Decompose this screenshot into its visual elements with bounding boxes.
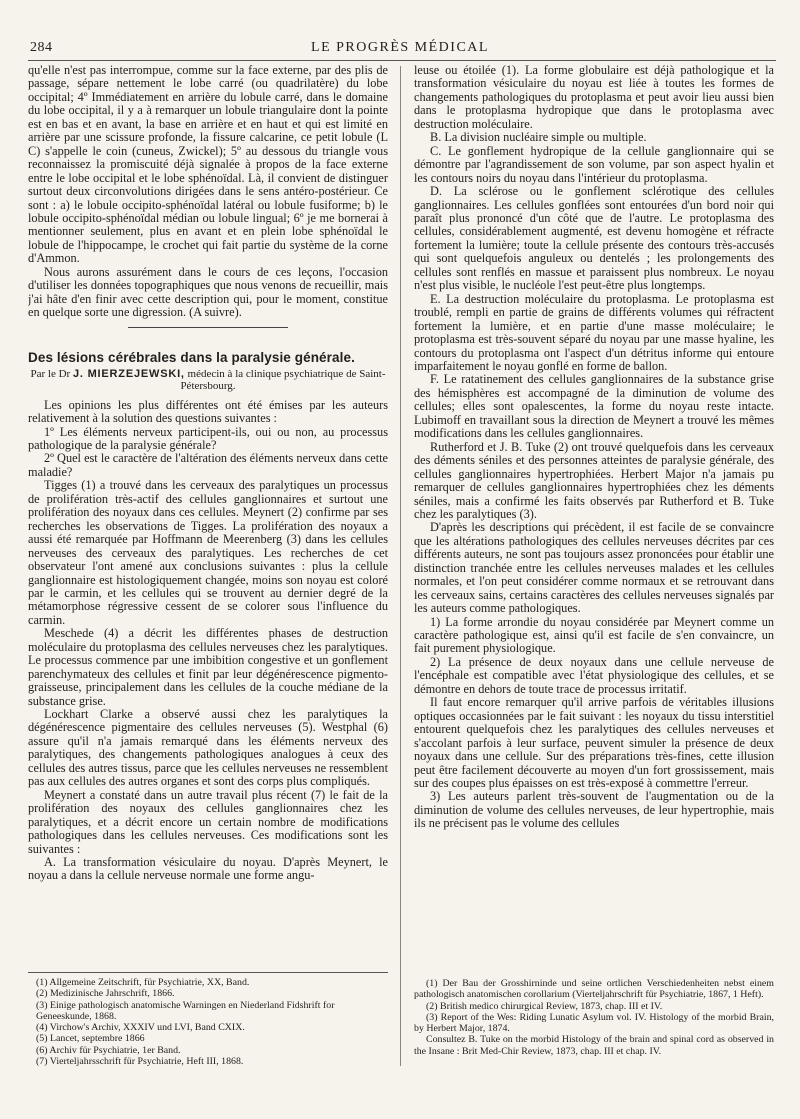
paragraph: C. Le gonflement hydropique de la cellule ganglionnaire qui se démontre par l'agrandissement de son volume, par son aspect hyalin et les contours noirs du noyau dans l'intérieur du protoplasma. xyxy=(414,143,774,185)
paragraph: D'après les descriptions qui précèdent, il est facile de se convaincre que les altérations pathologiques des cellules nerveuses décrites par ces différents auteurs, ne sont pas toujours assez prononcées pour établir une distinction tranchée entre les cellules nerveuses malades et les cellules normales, et l'on peut considérer comme normaux et se retrouvant dans les cerveaux sains, certains caractères des cellules nerveuses signalés par les auteurs comme pathologiques. xyxy=(414,520,774,616)
left-column xyxy=(28,64,388,964)
journal-title: LE PROGRÈS MÉDICAL xyxy=(311,40,489,55)
section-end-rule xyxy=(128,327,288,328)
paragraph: Tigges (1) a trouvé dans les cerveaux des paralytiques un processus de prolifération très-actif des cellules ganglionnaires et surtout une prolifération des noyaux dans ces cellules. Meynert (2) confirme par ses recherches les observations de Tigges. La prolifération des noyaux a aussi été remarquée par Hoffmann de Meerenberg (3) dans les cellules nerveuses des cerveaux des paralytiques. Les recherches de cet observateur l'ont amené aux conclusions suivantes : plus la cellule ganglionnaire est histologiquement changée, moins son noyau est coloré par le carmin, et les cellules qui se trouvent au dernier degré de la métamorphose régressive cessent de se colorer sous l'influence du carmin. xyxy=(28,478,388,627)
article-byline xyxy=(28,368,388,393)
paragraph: qu'elle n'est pas interrompue, comme sur la face externe, par des plis de passage, sépare nettement le lobe carré (ou quadrilatère) du lobe occipital; 4º Immédiatement en arrière du lobule carré, dans le domaine du lobe occipital, il y a à remarquer un lobule triangulaire dont la pointe est en bas et en avant, la base en arrière et en haut et qui est limité en arrière par une scissure profonde, la fissure calcarine, ce petit lobule (L C) s'appelle le coin (cuneus, Zwickel); 5º au dessous du triangle vous reconnaissez la promiscuité déjà signalée à propos de la face externe entre le lobe occipital et le lobe sphénoïdal. Là, il convient de distinguer surtout deux circonvolutions dirigées dans le sens antéro-postérieur. Ce sont : a) le lobule occipito-sphénoïdal latéral ou lobule fusiforme; b) le lobule occipito-sphénoïdal médian ou lobule lingual; 6º je me bornerai à mentionner seulement, plus en avant et en plein lobe sphénoïdal le lobule de l'hippocampe, le crochet qui fait partie du système de la corne d'Ammon. xyxy=(28,64,388,266)
footnotes-left xyxy=(28,972,388,1067)
footnote: (3) Einige pathologisch anatomische Warningen en Niederland Fidshrift for Geneeskunde, 1868. xyxy=(36,999,335,1022)
article-title: Des lésions cérébrales dans la paralysie générale. xyxy=(28,349,355,365)
footnote: Consultez B. Tuke on the morbid Histology of the brain and spinal cord as observed in the Insane : Brit Med-Chir Review, 1873, chap. III et chap. IV. xyxy=(414,1034,774,1057)
footnote: (5) Lancet, septembre 1866 xyxy=(36,1033,145,1045)
paragraph: 1º Les éléments nerveux participent-ils, oui ou non, au processus pathologique de la paralysie générale? xyxy=(28,424,388,452)
page-number: 284 xyxy=(30,40,53,55)
footnote: (1) Allgemeine Zeitschrift, für Psychiatrie, XX, Band. xyxy=(36,977,250,988)
paragraph: Les opinions les plus différentes ont été émises par les auteurs relativement à la solution des questions suivantes : xyxy=(28,397,388,426)
footnote: (2) Medizinische Jahrschrift, 1866. xyxy=(36,988,175,1000)
paragraph: Meschede (4) a décrit les différentes phases de destruction moléculaire du protoplasma des cellules nerveuses chez les paralytiques. Le processus commence par une imbibition congestive et un gonflement parenchymateux des cellules et finit par leur dégénérescence pigmento-graisseuse, principalement dans les cellules de la couche médiane de la substance grise. xyxy=(28,626,388,708)
byline-prefix: Par le Dr xyxy=(30,367,71,380)
paragraph: F. Le ratatinement des cellules ganglionnaires de la substance grise des hémisphères est accompagné de la diminution de volume des cellules; elles sont opalescentes, la forme du noyau reste intacte. Lubimoff en travaillant sous la direction de Meynert a trouvé les mêmes modifications dans les cellules ganglionnaires. xyxy=(414,372,774,441)
footnotes-right xyxy=(414,978,774,1057)
footnote: (3) Report of the Wes: Riding Lunatic Asylum vol. IV. Histology of the morbid Brain, by Herbert Major, 1874. xyxy=(414,1011,774,1035)
paragraph: 3) Les auteurs parlent très-souvent de l'augmentation ou de la diminution de volume des cellules nerveuses, de leur hypertrophie, mais ils ne précisent pas le volume des cellules xyxy=(414,789,774,831)
paragraph: Nous aurons assurément dans le cours de ces leçons, l'occasion d'utiliser les données topographiques que nous venons de recueillir, mais j'ai hâte d'en finir avec cette description qui, pour le moment, constitue en quelque sorte une digression. (A suivre). xyxy=(28,264,388,320)
footnote: (2) British medico chirurgical Review, 1873, chap. III et IV. xyxy=(426,1000,663,1012)
paragraph: Rutherford et J. B. Tuke (2) ont trouvé quelquefois dans les cerveaux des déments séniles et des personnes atteintes de paralysie générale, des cellules ganglionnaires hypertrophiées. Herbert Major n'a jamais pu remarquer de cellules ganglionnaires hypertrophiées chez les déments séniles, mais a confirmé les faits observés par Rutherford et B. Tuke chez les paralytiques (3). xyxy=(414,439,774,521)
byline-affiliation: médecin à la clinique psychiatrique de Saint-Pétersbourg. xyxy=(180,367,386,393)
paragraph: 2º Quel est le caractère de l'altération des éléments nerveux dans cette maladie? xyxy=(28,451,388,479)
paragraph: 2) La présence de deux noyaux dans une cellule nerveuse de l'encéphale est compatible avec l'état physiologique des cellules, et se démontre en dehors de toute trace de processus irritatif. xyxy=(414,654,774,696)
column-divider xyxy=(400,66,401,1066)
footnote: (6) Archiv für Psychiatrie, 1er Band. xyxy=(36,1044,181,1056)
paragraph: Lockhart Clarke a observé aussi chez les paralytiques la dégénérescence pigmentaire des cellules nerveuses (5). Westphal (6) assure qu'il n'a jamais remarqué dans les éléments nerveux des paralytiques, des changements pathologiques analogues à ceux des cellules des autres tissus, parce que les cellules nerveuses ne ressemblent pas aux cellules des autres organes et sont des corps plus compliqués. xyxy=(28,707,388,789)
paragraph: A. La transformation vésiculaire du noyau. D'après Meynert, le noyau a dans la cellule nerveuse normale une forme angu- xyxy=(28,855,388,883)
paragraph: D. La sclérose ou le gonflement sclérotique des cellules ganglionnaires. Les cellules gonflées sont entourées d'un bord noir qui paraît plus prononcé d'un côté que de l'autre. Le protoplasma des cellules, considérablement augmenté, est devenu homogène et réfracte fortement la lumière; toute la cellule présente des contours très-accusés qui sont quelquefois anguleux ou dentelés ; les prolongements des cellules sont renflés en massue et paraissent plus nombreux. Le noyau n'est plus visible, le nucléole l'est peut-être plus longtemps. xyxy=(414,184,774,293)
byline-author: J. MIERZEJEWSKI, xyxy=(72,367,185,380)
paragraph: Meynert a constaté dans un autre travail plus récent (7) le fait de la prolifération des noyaux des cellules ganglionnaires chez les paralytiques, et a décrit encore un certain nombre de modifications pathologiques dans les cellules nerveuses. Ces modifications sont les suivantes : xyxy=(28,787,388,856)
paragraph: 1) La forme arrondie du noyau considérée par Meynert comme un caractère pathologique est, ainsi qu'il est facile de s'en convaincre, un fait purement physiologique. xyxy=(414,614,774,656)
footnote: (4) Virchow's Archiv, XXXIV und LVI, Band CXIX. xyxy=(36,1022,245,1034)
footnote: (1) Der Bau der Grosshirninde und seine ortlichen Verschiedenheiten nebst einem pathologisch anatomischen corollarium (Vierteljahrschrift für Psychiatrie, 1867, 1 Heft). xyxy=(414,978,774,1001)
paragraph: B. La division nucléaire simple ou multiple. xyxy=(430,130,647,145)
header-rule xyxy=(28,60,776,61)
footnote: (7) Vierteljahrsschrift für Psychiatrie, Heft III, 1868. xyxy=(36,1056,244,1068)
paragraph: leuse ou étoilée (1). La forme globulaire est déjà pathologique et la transformation vésiculaire du noyau est liée à toutes les formes de changements pathologiques du protoplasma et peut avoir lieu aussi bien dans le protoplasma hydropique que dans le protoplasma avec destruction moléculaire. xyxy=(414,64,774,131)
footnote-rule xyxy=(28,972,388,973)
paragraph: E. La destruction moléculaire du protoplasma. Le protoplasma est troublé, rempli en partie de grains de différents volumes qui réfractent fortement la lumière, et en partie d'une masse moléculaire; le protoplasma est très-souvent séparé du noyau par une masse hyaline, les contours du protoplasma ont l'aspect d'un détritus informe qui entoure imparfaitement le noyau gonflé en forme de ballon. xyxy=(414,291,774,373)
right-column xyxy=(414,64,774,964)
paragraph: Il faut encore remarquer qu'il arrive parfois de véritables illusions optiques occasionnées par le fait suivant : les noyaux du tissu interstitiel entourent quelquefois chez les paralytiques des cellules nerveuses et s'accolant parfois à leur surface, peuvent simuler la présence de deux noyaux dans une cellule. Sur des préparations très-fines, cette illusion peut être facilement découverte au moyen d'un fort grossissement, mais sur des coupes plus épaisses on est très-exposé à commettre l'erreur. xyxy=(414,695,774,791)
